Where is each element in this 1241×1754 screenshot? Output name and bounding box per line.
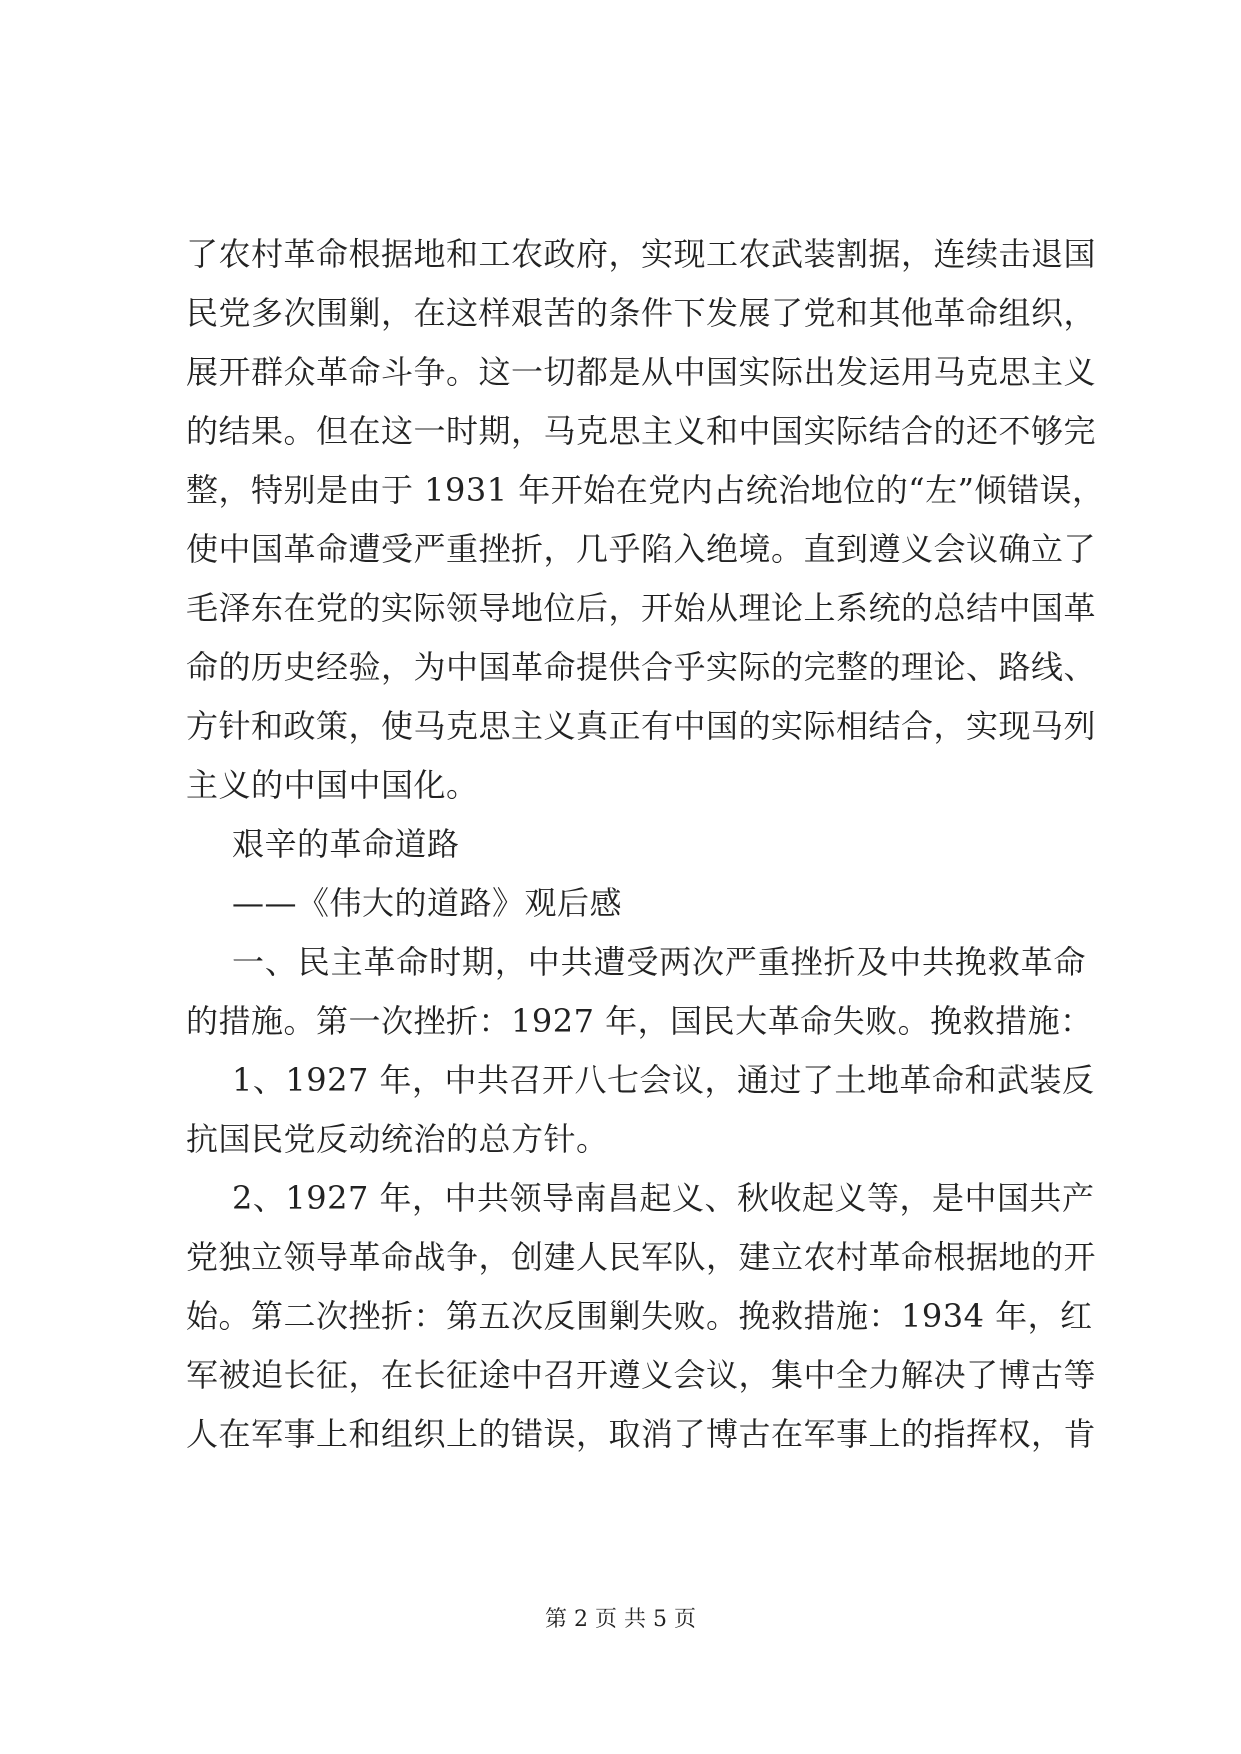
- text-line: 整，特别是由于 1931 年开始在党内占统治地位的“左”倾错误，: [186, 471, 1105, 509]
- text-line: 毛泽东在党的实际领导地位后，开始从理论上系统的总结中国革: [186, 589, 1097, 627]
- text-line: 1、1927 年，中共召开八七会议，通过了土地革命和武装反: [232, 1061, 1095, 1099]
- text-line: 方针和政策，使马克思主义真正有中国的实际相结合，实现马列: [186, 707, 1097, 745]
- page-number: 第 2 页 共 5 页: [545, 1607, 696, 1632]
- text-line: 军被迫长征，在长征途中召开遵义会议，集中全力解决了博古等: [186, 1356, 1097, 1394]
- text-line: 了农村革命根据地和工农政府，实现工农武装割据，连续击退国: [186, 235, 1097, 273]
- page-footer: [0, 1605, 1241, 1635]
- text-line: 始。第二次挫折：第五次反围剿失败。挽救措施：1934 年，红: [186, 1297, 1093, 1335]
- text-line: 命的历史经验，为中国革命提供合乎实际的完整的理论、路线、: [186, 648, 1097, 686]
- text-line: 人在军事上和组织上的错误，取消了博古在军事上的指挥权，肯: [186, 1415, 1097, 1453]
- text-line: 2、1927 年，中共领导南昌起义、秋收起义等，是中国共产: [232, 1179, 1095, 1217]
- section-subtitle: ——《伟大的道路》观后感: [232, 884, 623, 922]
- text-line: 使中国革命遭受严重挫折，几乎陷入绝境。直到遵义会议确立了: [186, 530, 1097, 568]
- text-line: 民党多次围剿，在这样艰苦的条件下发展了党和其他革命组织，: [186, 294, 1097, 332]
- text-line: 主义的中国中国化。: [186, 766, 479, 804]
- text-line: 抗国民党反动统治的总方针。: [186, 1120, 609, 1158]
- text-line: 展开群众革命斗争。这一切都是从中国实际出发运用马克思主义: [186, 353, 1097, 391]
- section-heading: 艰辛的革命道路: [232, 825, 460, 863]
- text-line: 党独立领导革命战争，创建人民军队，建立农村革命根据地的开: [186, 1238, 1097, 1276]
- text-line: 的措施。第一次挫折：1927 年，国民大革命失败。挽救措施：: [186, 1002, 1093, 1040]
- text-line: 一、民主革命时期，中共遭受两次严重挫折及中共挽救革命: [232, 943, 1086, 981]
- text-line: 的结果。但在这一时期，马克思主义和中国实际结合的还不够完: [186, 412, 1097, 450]
- document-body: [186, 225, 1105, 1464]
